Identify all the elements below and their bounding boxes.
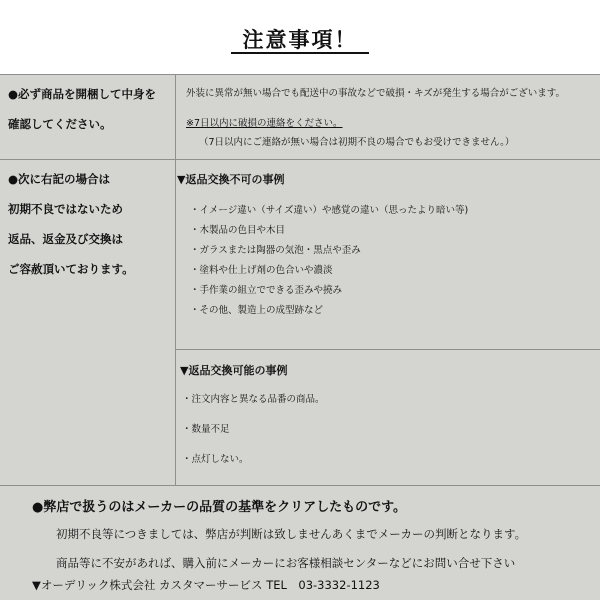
divider — [0, 159, 600, 160]
not-returnable-heading: ▼返品交換不可の事例 — [177, 173, 285, 186]
notice1-left-line2: 確認してください。 — [8, 117, 112, 131]
returnable-item: ・点灯しない。 — [182, 454, 249, 465]
notice1-right-line1: 外装に異常が無い場合でも配送中の事故などで破損・キズが発生する場合がございます。 — [186, 88, 566, 99]
divider — [175, 74, 176, 485]
divider — [0, 485, 600, 486]
notice-panel — [0, 74, 600, 600]
not-returnable-item: ・イメージ違い（サイズ違い）や感覚の違い（思ったより暗い等) — [190, 205, 469, 216]
notice2-left-line: 初期不良ではないため — [8, 202, 123, 216]
divider — [0, 74, 600, 75]
not-returnable-item: ・その他、製造上の成型跡など — [190, 305, 324, 316]
not-returnable-item: ・手作業の組立でできる歪みや撓み — [190, 285, 343, 296]
returnable-heading: ▼返品交換可能の事例 — [180, 364, 288, 377]
notice1-left-line1: ●必ず商品を開梱して中身を — [8, 87, 157, 101]
returnable-item: ・数量不足 — [182, 424, 230, 435]
notice3-contact: ▼オーデリック株式会社 カスタマーサービス TEL 03-3332-1123 — [32, 578, 380, 592]
notice1-right-line2: ※7日以内に破損の連絡をください。 — [186, 118, 343, 129]
page-title: 注意事項！ — [242, 28, 358, 52]
not-returnable-item: ・木製品の色目や木目 — [190, 225, 286, 236]
notice2-left-line: 返品、返金及び交換は — [8, 232, 123, 246]
notice3-line2: 商品等に不安があれば、購入前にメーカーにお客様相談センターなどにお問い合せ下さい — [56, 556, 516, 570]
returnable-item: ・注文内容と異なる品番の商品。 — [182, 394, 325, 405]
notice3-line1: 初期不良等につきましては、弊店が判断は致しませんあくまでメーカーの判断となります。 — [56, 527, 527, 541]
notice2-left-line: ●次に右記の場合は — [8, 172, 111, 186]
notice1-right-line3: （7日以内にご連絡が無い場合は初期不良の場合でもお受けできません。） — [199, 137, 515, 148]
not-returnable-item: ・ガラスまたは陶器の気泡・黒点や歪み — [190, 245, 361, 256]
not-returnable-item: ・塗料や仕上げ剤の色合いや濃淡 — [190, 265, 333, 276]
notice3-heading: ●弊店で扱うのはメーカーの品質の基準をクリアしたものです。 — [32, 500, 407, 515]
divider — [175, 349, 600, 350]
title-underline — [231, 52, 369, 54]
notice2-left-line: ご容赦頂いております。 — [8, 262, 134, 276]
